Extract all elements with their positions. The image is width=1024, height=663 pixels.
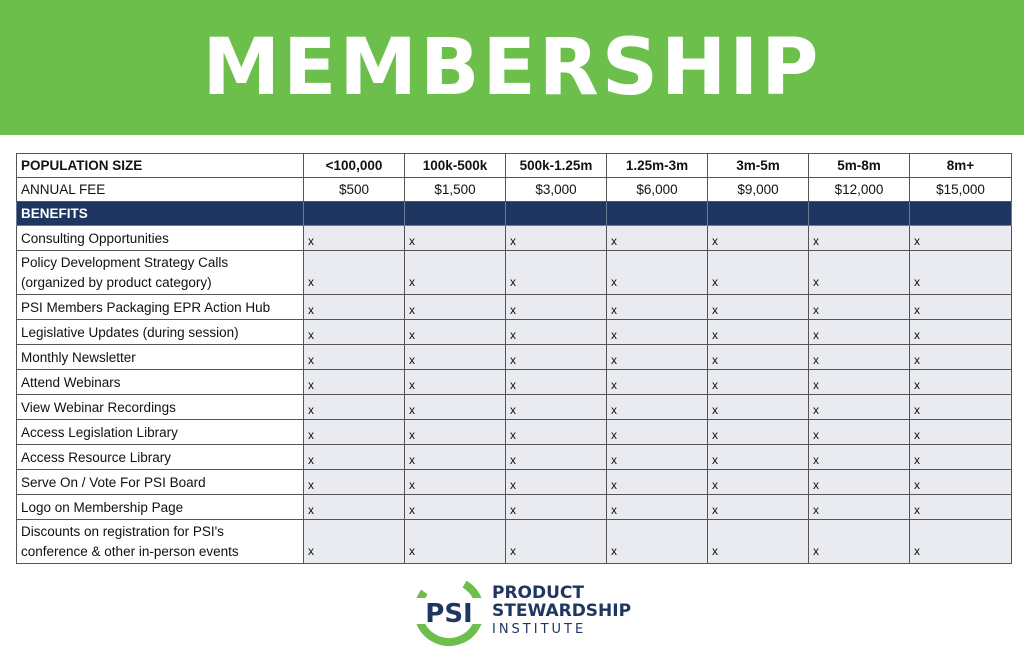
benefit-check-mark: x [506, 520, 607, 564]
benefit-check-mark: x [405, 470, 506, 495]
benefit-row [17, 345, 1012, 370]
benefit-check-mark: x [304, 470, 405, 495]
benefit-label-line: Legislative Updates (during session) [21, 324, 239, 340]
benefit-row [17, 226, 1012, 251]
benefit-check-mark: x [304, 370, 405, 395]
benefit-check-mark: x [506, 395, 607, 420]
benefit-check-mark: x [708, 395, 809, 420]
benefits-label: BENEFITS [17, 202, 304, 226]
benefit-check-mark: x [910, 520, 1012, 564]
benefit-row [17, 251, 1012, 295]
benefit-check-mark: x [809, 520, 910, 564]
benefit-check-mark: x [809, 395, 910, 420]
page-title: MEMBERSHIP [202, 22, 822, 113]
benefit-check-mark: x [607, 251, 708, 295]
benefit-check-mark: x [506, 226, 607, 251]
benefit-check-mark: x [304, 226, 405, 251]
benefit-label [17, 520, 304, 564]
benefit-check-mark: x [304, 445, 405, 470]
benefit-check-mark: x [607, 226, 708, 251]
benefit-check-mark: x [506, 320, 607, 345]
benefit-row [17, 495, 1012, 520]
benefit-check-mark: x [708, 370, 809, 395]
benefit-row [17, 370, 1012, 395]
benefit-label [17, 445, 304, 470]
benefit-label [17, 370, 304, 395]
logo-wordmark [492, 585, 631, 636]
benefit-check-mark: x [708, 320, 809, 345]
benefit-label [17, 251, 304, 295]
benefit-label [17, 345, 304, 370]
benefit-row [17, 320, 1012, 345]
benefit-label-line: Discounts on registration for PSI's [21, 523, 224, 539]
fee-cell: $15,000 [910, 178, 1012, 202]
benefit-label-line: (organized by product category) [21, 274, 212, 290]
benefit-row [17, 420, 1012, 445]
benefit-check-mark: x [405, 345, 506, 370]
fee-cell: $12,000 [809, 178, 910, 202]
benefit-check-mark: x [405, 251, 506, 295]
benefit-check-mark: x [607, 395, 708, 420]
benefit-check-mark: x [607, 345, 708, 370]
benefit-check-mark: x [809, 345, 910, 370]
benefit-check-mark: x [405, 395, 506, 420]
benefit-label-line: Serve On / Vote For PSI Board [21, 474, 206, 490]
benefit-row [17, 445, 1012, 470]
benefit-label [17, 470, 304, 495]
benefit-check-mark: x [708, 295, 809, 320]
benefit-check-mark: x [910, 445, 1012, 470]
benefit-check-mark: x [607, 420, 708, 445]
benefit-check-mark: x [304, 320, 405, 345]
population-size-label: POPULATION SIZE [17, 154, 304, 178]
title-banner [0, 0, 1024, 135]
benefit-check-mark: x [809, 226, 910, 251]
benefit-label-line: Access Resource Library [21, 449, 172, 465]
benefit-check-mark: x [304, 520, 405, 564]
benefit-check-mark: x [304, 495, 405, 520]
benefit-check-mark: x [607, 320, 708, 345]
benefit-check-mark: x [708, 345, 809, 370]
benefit-check-mark: x [910, 495, 1012, 520]
benefit-check-mark: x [809, 320, 910, 345]
benefit-label-line: PSI Members Packaging EPR Action Hub [21, 299, 271, 315]
column-header: 500k-1.25m [506, 154, 607, 178]
benefit-check-mark: x [708, 520, 809, 564]
benefit-check-mark: x [809, 370, 910, 395]
benefit-check-mark: x [910, 395, 1012, 420]
fee-cell: $1,500 [405, 178, 506, 202]
benefit-row [17, 395, 1012, 420]
benefit-check-mark: x [910, 420, 1012, 445]
benefit-check-mark: x [405, 495, 506, 520]
column-header: 100k-500k [405, 154, 506, 178]
column-header: <100,000 [304, 154, 405, 178]
logo-line-2: STEWARDSHIP [492, 601, 632, 622]
benefit-row [17, 295, 1012, 320]
benefit-label-line: Policy Development Strategy Calls [21, 254, 229, 270]
fee-cell: $500 [304, 178, 405, 202]
benefit-check-mark: x [405, 295, 506, 320]
column-header: 8m+ [910, 154, 1012, 178]
benefit-label-line: conference & other in-person events [21, 543, 239, 559]
population-header-row [17, 154, 1012, 178]
benefit-check-mark: x [910, 320, 1012, 345]
annual-fee-label: ANNUAL FEE [17, 178, 304, 202]
fee-cell: $6,000 [607, 178, 708, 202]
benefit-check-mark: x [506, 470, 607, 495]
benefit-row [17, 470, 1012, 495]
logo-mark: PSI [425, 599, 473, 629]
logo-line-3: INSTITUTE [492, 622, 587, 638]
benefit-check-mark: x [304, 395, 405, 420]
benefit-check-mark: x [405, 445, 506, 470]
annual-fee-row [17, 178, 1012, 202]
benefit-label [17, 395, 304, 420]
benefit-label [17, 226, 304, 251]
benefit-check-mark: x [809, 495, 910, 520]
benefit-check-mark: x [506, 420, 607, 445]
benefit-label-line: Attend Webinars [21, 374, 121, 390]
benefit-check-mark: x [304, 295, 405, 320]
benefit-check-mark: x [506, 251, 607, 295]
benefit-check-mark: x [607, 445, 708, 470]
benefit-check-mark: x [809, 445, 910, 470]
benefit-check-mark: x [304, 251, 405, 295]
benefit-check-mark: x [607, 470, 708, 495]
benefit-check-mark: x [708, 470, 809, 495]
benefit-check-mark: x [708, 226, 809, 251]
benefit-check-mark: x [506, 445, 607, 470]
benefit-check-mark: x [910, 251, 1012, 295]
column-header: 3m-5m [708, 154, 809, 178]
benefit-label-line: Logo on Membership Page [21, 499, 184, 515]
fee-cell: $9,000 [708, 178, 809, 202]
logo-line-1: PRODUCT [492, 583, 584, 604]
benefit-check-mark: x [910, 470, 1012, 495]
benefit-label-line: Monthly Newsletter [21, 349, 136, 365]
benefit-check-mark: x [708, 420, 809, 445]
benefit-check-mark: x [405, 420, 506, 445]
benefit-label [17, 495, 304, 520]
benefits-section-row [17, 202, 1012, 226]
column-header: 1.25m-3m [607, 154, 708, 178]
benefit-check-mark: x [809, 420, 910, 445]
benefit-check-mark: x [809, 251, 910, 295]
benefit-check-mark: x [405, 320, 506, 345]
benefit-check-mark: x [910, 370, 1012, 395]
benefit-check-mark: x [910, 226, 1012, 251]
benefit-check-mark: x [304, 345, 405, 370]
benefit-check-mark: x [506, 345, 607, 370]
psi-logo-icon [412, 574, 486, 648]
benefit-check-mark: x [506, 495, 607, 520]
benefit-check-mark: x [708, 445, 809, 470]
benefit-check-mark: x [607, 295, 708, 320]
benefit-check-mark: x [607, 520, 708, 564]
benefit-check-mark: x [506, 295, 607, 320]
benefit-check-mark: x [405, 370, 506, 395]
benefit-check-mark: x [405, 226, 506, 251]
benefit-label-line: Consulting Opportunities [21, 230, 169, 246]
benefit-check-mark: x [910, 345, 1012, 370]
benefit-check-mark: x [809, 295, 910, 320]
benefit-label [17, 420, 304, 445]
benefit-label-line: Access Legislation Library [21, 424, 178, 440]
benefit-label-line: View Webinar Recordings [21, 399, 176, 415]
benefit-check-mark: x [910, 295, 1012, 320]
benefit-check-mark: x [506, 370, 607, 395]
psi-logo [412, 572, 632, 650]
benefit-check-mark: x [708, 495, 809, 520]
fee-cell: $3,000 [506, 178, 607, 202]
benefit-check-mark: x [708, 251, 809, 295]
benefit-check-mark: x [405, 520, 506, 564]
benefit-row [17, 520, 1012, 564]
membership-table [16, 153, 1012, 564]
benefit-check-mark: x [607, 370, 708, 395]
column-header: 5m-8m [809, 154, 910, 178]
benefit-label [17, 295, 304, 320]
benefit-check-mark: x [304, 420, 405, 445]
benefit-check-mark: x [607, 495, 708, 520]
benefit-check-mark: x [809, 470, 910, 495]
benefit-label [17, 320, 304, 345]
